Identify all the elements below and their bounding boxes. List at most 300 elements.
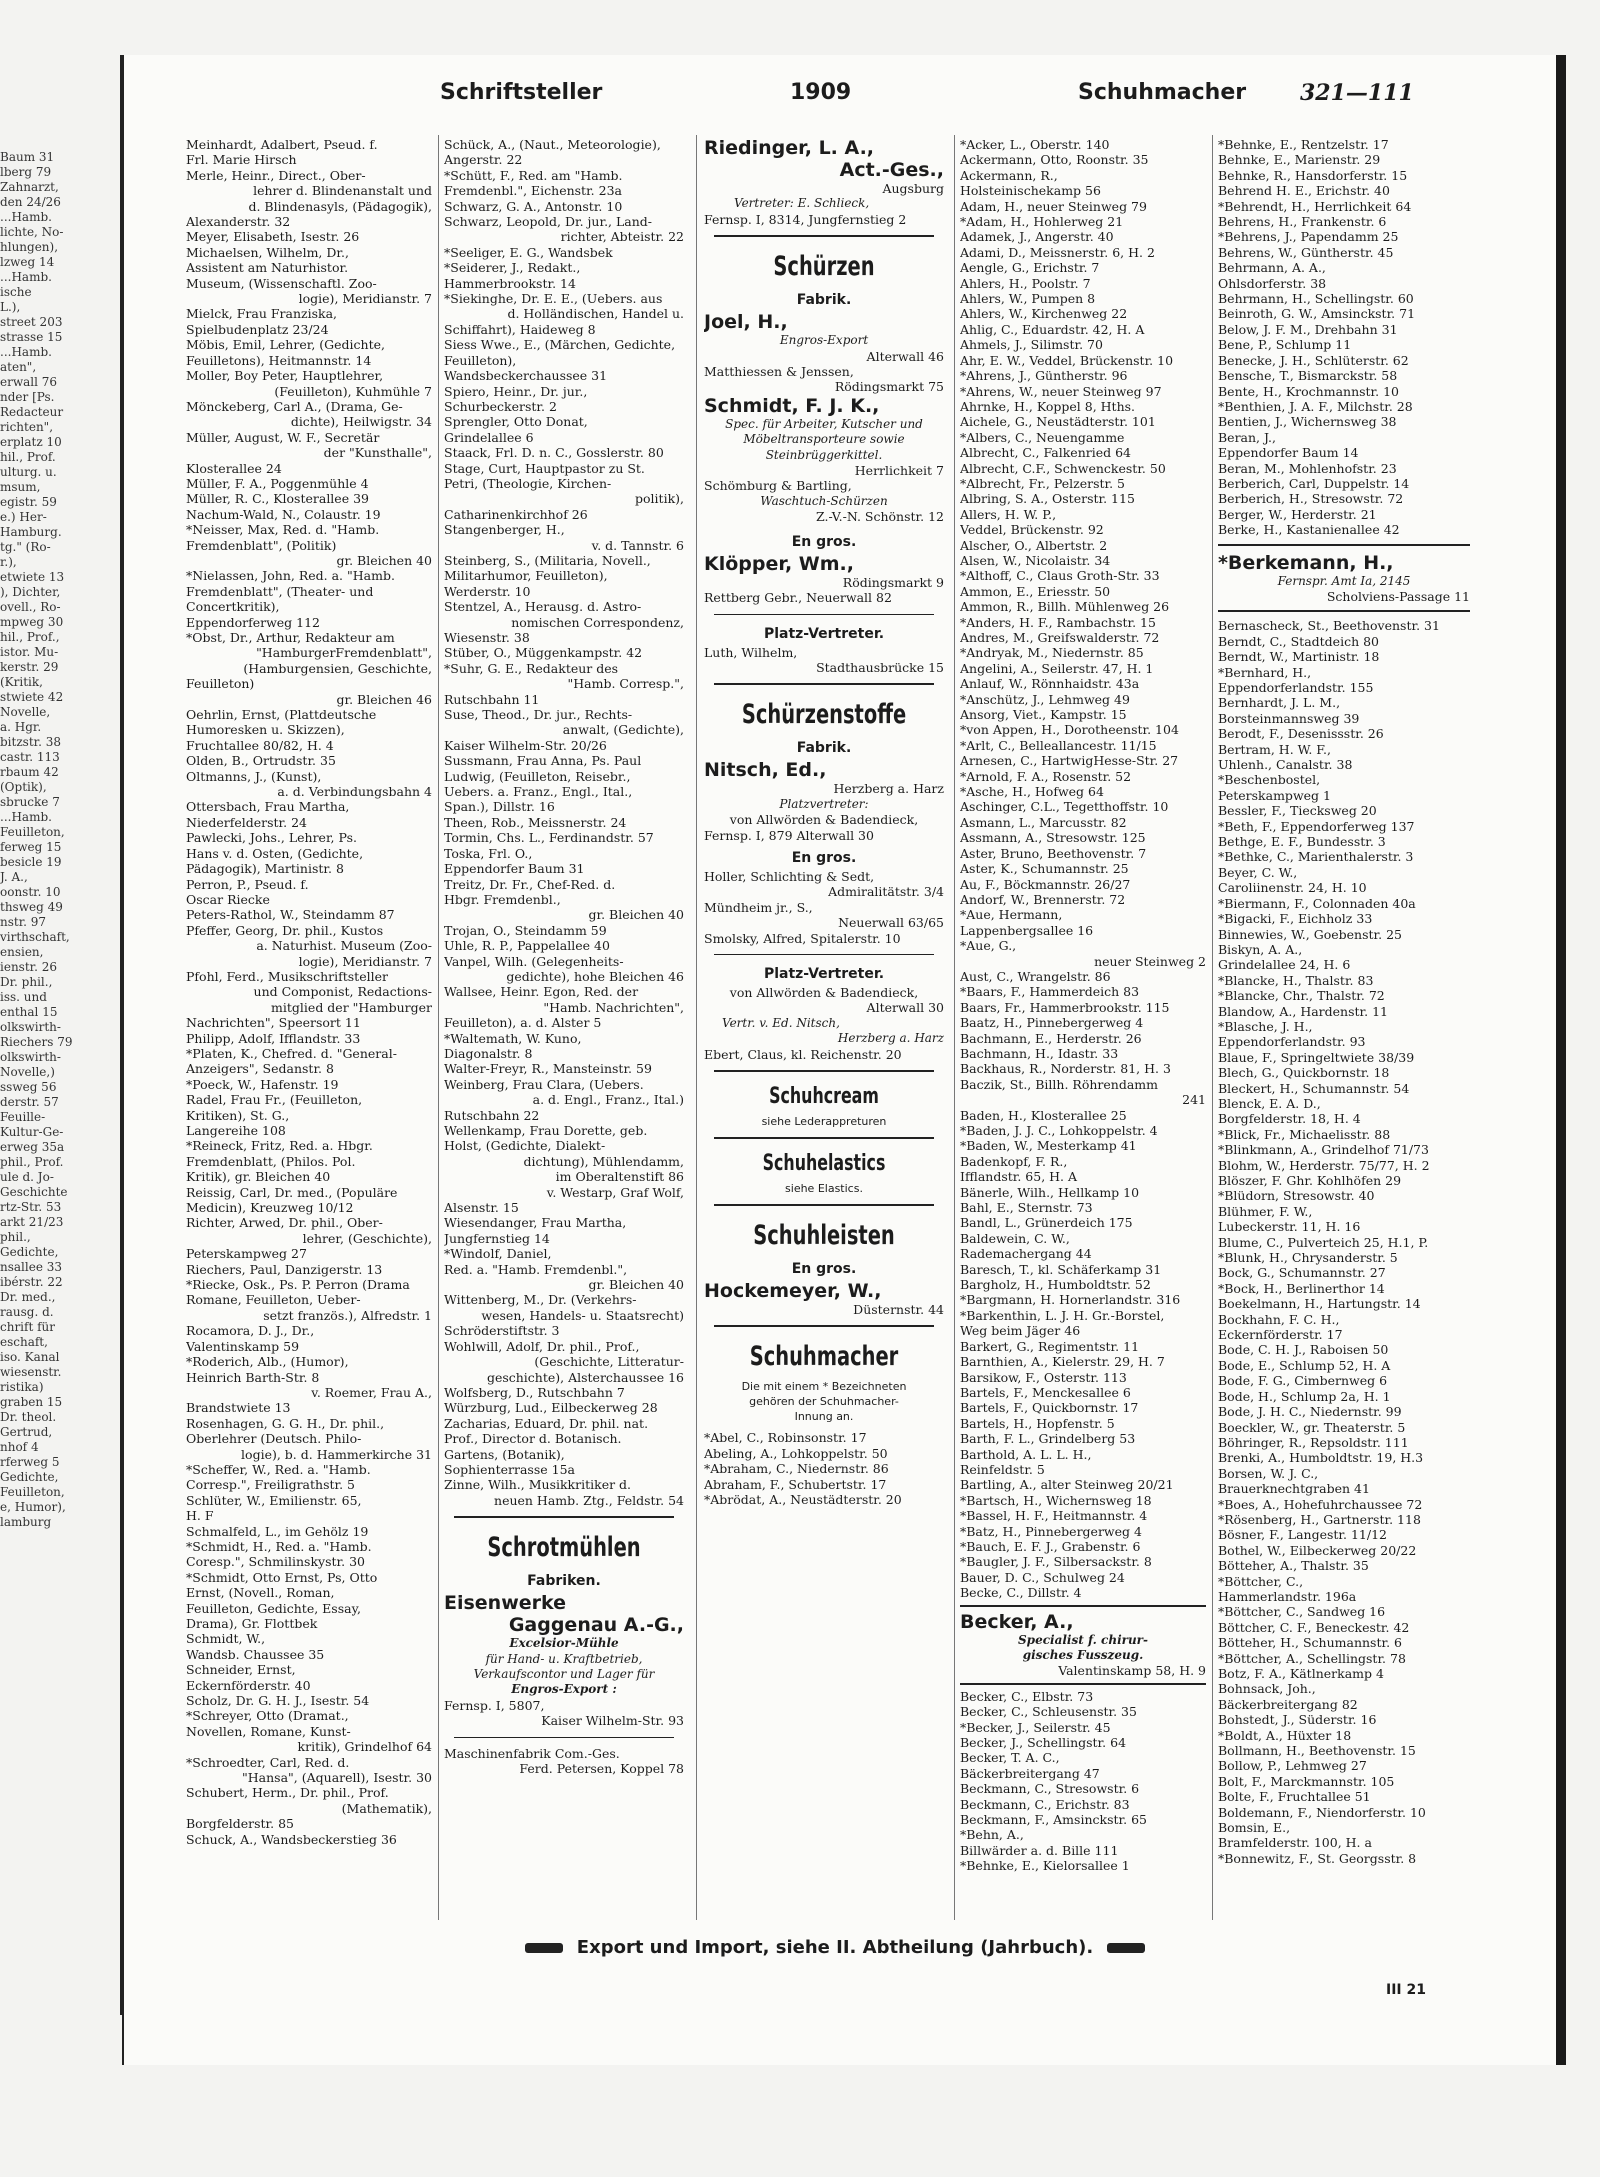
list-item: *Bartsch, H., Wichernsweg 18 <box>960 1492 1152 1508</box>
list-item: Blandow, A., Hardenstr. 11 <box>1218 1003 1388 1019</box>
list-item: Sophienterrasse 15a <box>444 1461 575 1477</box>
list-item: Behnke, E., Marienstr. 29 <box>1218 152 1381 168</box>
section-rule <box>1218 544 1470 546</box>
list-item: d. Holländischen, Handel u. <box>507 306 684 322</box>
pointing-hand-icon <box>525 1943 563 1953</box>
firm-line: Engros-Export <box>779 333 869 348</box>
list-item: Borgfelderstr. 18, H. 4 <box>1218 1111 1361 1127</box>
list-item: Rosenhagen, G. G. H., Dr. phil., <box>186 1415 385 1431</box>
list-item: Bahl, E., Sternstr. 73 <box>960 1200 1093 1216</box>
list-item: Pädagogik), Martinistr. 8 <box>186 861 344 877</box>
list-item: *Waltemath, W. Kuno, <box>444 1030 582 1046</box>
list-item: Ammon, E., Eriesstr. 50 <box>960 583 1111 599</box>
list-item: Langereihe 108 <box>186 1123 286 1138</box>
list-item: tg." (Ro- <box>0 540 51 554</box>
list-item: nder [Ps. <box>0 390 55 404</box>
column-divider <box>438 135 439 1920</box>
list-item: Schmalfeld, L., im Gehölz 19 <box>186 1523 369 1539</box>
list-item: Bohstedt, J., Süderstr. 16 <box>1218 1712 1377 1728</box>
list-item: "HamburgerFremdenblatt", <box>256 645 432 661</box>
list-item: Peterskampweg 27 <box>186 1246 307 1262</box>
list-item: street 203 <box>0 315 63 329</box>
list-item: *Batz, H., Pinnebergerweg 4 <box>960 1523 1142 1539</box>
list-item: Werderstr. 10 <box>444 583 531 599</box>
list-item: Asmann, L., Marcusstr. 82 <box>960 814 1127 830</box>
list-item: Bentien, J., Wichernsweg 38 <box>1218 414 1397 430</box>
list-item: Böttcher, C. F., Beneckestr. 42 <box>1218 1619 1410 1635</box>
list-item: und Componist, Redactions- <box>253 984 432 1000</box>
list-item: castr. 113 <box>0 750 60 764</box>
ad-line: Excelsior-Mühle <box>509 1636 619 1651</box>
firm-line: Platzvertreter: <box>779 796 869 811</box>
list-item: Andorf, W., Brennerstr. 72 <box>960 891 1126 907</box>
section-subtitle: En gros. <box>791 849 857 866</box>
list-item: *Baden, W., Mesterkamp 41 <box>960 1138 1137 1154</box>
list-item: nsallee 33 <box>0 1260 63 1274</box>
list-item: Novelle, <box>0 705 51 719</box>
list-item: Brauerknechtgraben 41 <box>1218 1481 1370 1497</box>
list-item: Eppendorferweg 112 <box>186 614 321 630</box>
firm-address: Scholviens-Passage 11 <box>1326 588 1470 604</box>
list-item: *Anschütz, J., Lehmweg 49 <box>960 691 1130 707</box>
list-item: Bötteher, A., Thalstr. 35 <box>1218 1558 1369 1574</box>
list-item: Schmidt, W., <box>186 1631 266 1647</box>
list-item: Coresp.", Schmilinskystr. 30 <box>186 1554 366 1570</box>
list-item: Span.), Dillstr. 16 <box>444 799 555 815</box>
list-item: richter, Abteistr. 22 <box>560 229 684 245</box>
section-note: Innung an. <box>794 1410 854 1424</box>
list-item: Bollow, P., Lehmweg 27 <box>1218 1758 1367 1774</box>
list-item: Gartens, (Botanik), <box>444 1446 565 1462</box>
list-item: ule d. Jo- <box>0 1170 54 1184</box>
firm-name: *Berkemann, H., <box>1218 551 1394 574</box>
list-item: ...Hamb. <box>0 270 52 284</box>
list-item: *Barkenthin, L. J. H. Gr.-Borstel, <box>960 1307 1165 1323</box>
list-item: Allers, H. W. P., <box>960 506 1057 522</box>
list-item: Rödingsmarkt 75 <box>834 379 944 395</box>
list-item: Gertrud, <box>0 1425 53 1439</box>
list-item: *von Appen, H., Dorotheenstr. 104 <box>960 722 1179 738</box>
list-item: Beckmann, C., Stresowstr. 6 <box>960 1781 1140 1797</box>
firm-address: Valentinskamp 58, H. 9 <box>1058 1663 1206 1679</box>
list-item: Militarhumor, Feuilleton), <box>444 568 608 584</box>
list-item: Ottersbach, Frau Martha, <box>186 799 350 815</box>
list-item: Oltmanns, J., (Kunst), <box>186 768 322 784</box>
list-item: Adami, D., Meissnerstr. 6, H. 2 <box>960 244 1155 260</box>
list-item: Neuerwall 63/65 <box>838 915 944 931</box>
list-item: etwiete 13 <box>0 570 65 584</box>
list-item: Aster, Bruno, Beethovenstr. 7 <box>960 845 1147 861</box>
list-item: Alsenstr. 15 <box>444 1200 519 1216</box>
list-item: hlungen), <box>0 240 59 254</box>
list-item: wiesenstr. <box>0 1365 62 1379</box>
section-rule <box>1218 610 1470 612</box>
list-item: phil., <box>0 1230 31 1244</box>
list-item: Weg beim Jäger 46 <box>960 1323 1081 1339</box>
list-item: Holsteinischekamp 56 <box>960 183 1101 199</box>
firm-name: Joel, H., <box>704 311 788 334</box>
list-item: Wittenberg, M., Dr. (Verkehrs- <box>444 1292 637 1308</box>
section-subtitle: Fabriken. <box>527 1573 601 1590</box>
list-item: e, Humor), <box>0 1500 66 1514</box>
list-item: ibérstr. 22 <box>0 1275 63 1289</box>
list-item: Bode, J. H. C., Niedernstr. 99 <box>1218 1404 1402 1420</box>
list-item: Holst, (Gedichte, Dialekt- <box>444 1138 606 1154</box>
list-item: (Geschichte, Litteratur- <box>534 1354 684 1370</box>
list-item: Blohm, W., Herderstr. 75/77, H. 2 <box>1218 1157 1430 1173</box>
list-item: Wandsbeckerchaussee 31 <box>444 368 608 384</box>
list-item: Bock, G., Schumannstr. 27 <box>1218 1265 1386 1281</box>
list-item: Schurbeckerstr. 2 <box>444 398 557 414</box>
list-item: *Acker, L., Oberstr. 140 <box>960 137 1110 152</box>
list-item: Angelini, A., Seilerstr. 47, H. 1 <box>960 660 1154 676</box>
list-item: Sprengler, Otto Donat, <box>444 414 588 430</box>
list-item: Bolt, F., Marckmannstr. 105 <box>1218 1773 1395 1789</box>
list-item: Arnesen, C., HartwigHesse-Str. 27 <box>960 753 1179 769</box>
list-item: *Ahrens, W., neuer Steinweg 97 <box>960 383 1162 399</box>
list-item: Wandsb. Chaussee 35 <box>186 1646 325 1662</box>
list-item: Bösner, F., Langestr. 11/12 <box>1218 1527 1387 1543</box>
list-item: strasse 15 <box>0 330 63 344</box>
list-item: *Böttcher, C., <box>1218 1573 1304 1589</box>
list-item: Riechers, Paul, Danzigerstr. 13 <box>186 1261 383 1277</box>
list-item: istor. Mu- <box>0 645 59 659</box>
list-item: *Bernhard, H., <box>1218 664 1312 680</box>
list-item: Zahnarzt, <box>0 180 59 194</box>
list-item: Stentzel, A., Herausg. d. Astro- <box>444 599 642 615</box>
section-subtitle: Fabrik. <box>796 292 852 309</box>
list-item: Boeckler, W., gr. Theaterstr. 5 <box>1218 1419 1406 1435</box>
list-item: Steinberg, S., (Militaria, Novell., <box>444 552 651 568</box>
list-item: Moller, Boy Peter, Hauptlehrer, <box>186 368 384 384</box>
list-item: v. Westarp, Graf Wolf, <box>546 1184 684 1200</box>
list-item: ulturg. u. <box>0 465 57 479</box>
list-item: Borsen, W. J. C., <box>1218 1465 1319 1481</box>
list-item: olkswirth- <box>0 1020 61 1034</box>
list-item: Vertr. v. Ed. Nitsch, <box>722 1015 840 1030</box>
list-item: Beran, J., <box>1218 429 1276 445</box>
list-item: Bothel, W., Eilbeckerweg 20/22 <box>1218 1542 1417 1558</box>
cross-reference: siehe Lederappreturen <box>761 1115 887 1128</box>
list-item: *Bonnewitz, F., St. Georgsstr. 8 <box>1218 1850 1417 1866</box>
list-item: Trojan, O., Steindamm 59 <box>444 922 607 938</box>
list-item: Ahmels, J., Silimstr. 70 <box>960 337 1103 353</box>
pointing-hand-icon <box>1107 1943 1145 1953</box>
list-item: ienstr. 26 <box>0 960 57 974</box>
list-item: *Becker, J., Seilerstr. 45 <box>960 1719 1111 1735</box>
list-item: ristika) <box>0 1380 44 1394</box>
list-item: Kritik), gr. Bleichen 40 <box>186 1169 331 1185</box>
list-item: Berger, W., Herderstr. 21 <box>1218 506 1377 522</box>
list-item: Meinhardt, Adalbert, Pseud. f. <box>186 137 378 152</box>
column-3-schuerzen <box>704 137 944 1917</box>
list-item: "Hansa", (Aquarell), Isestr. 30 <box>242 1770 432 1786</box>
list-item: Billwärder a. d. Bille 111 <box>960 1842 1119 1858</box>
list-item: Blaue, F., Springeltwiete 38/39 <box>1218 1049 1415 1065</box>
list-item: Albrecht, C., Falkenried 64 <box>960 445 1132 461</box>
firm-address: Düsternstr. 44 <box>853 1302 944 1317</box>
list-item: Baars, Fr., Hammerbrookstr. 115 <box>960 999 1170 1015</box>
list-item: Aster, K., Schumannstr. 25 <box>960 861 1129 877</box>
list-item: Dr. theol. <box>0 1410 57 1424</box>
list-item: a. d. Engl., Franz., Ital.) <box>532 1092 684 1108</box>
list-item: Admiralitätstr. 3/4 <box>828 884 944 900</box>
footer-cross-reference <box>460 1937 1210 1958</box>
column-divider <box>696 135 697 1920</box>
list-item: lamburg <box>0 1515 52 1529</box>
list-item: aten", <box>0 360 37 374</box>
list-item: "Hamb. Corresp.", <box>567 676 684 692</box>
firm-line: von Allwörden & Badendieck, <box>729 812 919 828</box>
list-item: Schwarz, G. A., Antonstr. 10 <box>444 198 623 214</box>
list-item: Ansorg, Viet., Kampstr. 15 <box>960 707 1127 723</box>
list-item: Bode, H., Schlump 2a, H. 1 <box>1218 1388 1391 1404</box>
list-item: *Böttcher, A., Schellingstr. 78 <box>1218 1650 1406 1666</box>
list-item: Barth, F. L., Grindelberg 53 <box>960 1431 1136 1447</box>
list-item: Hbgr. Fremdenbl., <box>444 891 561 907</box>
list-item: Stüber, O., Müggenkampstr. 42 <box>444 645 643 661</box>
list-item: Bartels, F., Menckesallee 6 <box>960 1384 1131 1400</box>
list-item: Au, F., Böckmannstr. 26/27 <box>960 876 1131 892</box>
list-item: Luth, Wilhelm, <box>704 644 798 660</box>
list-item: Bachmann, E., Herderstr. 26 <box>960 1030 1142 1046</box>
list-item: "Hamb. Nachrichten", <box>543 999 684 1015</box>
list-item: *Blasche, J. H., <box>1218 1018 1313 1034</box>
list-item: Nachrichten", Speersort 11 <box>186 1015 361 1031</box>
list-item: Uhle, R. P., Pappelallee 40 <box>444 938 610 954</box>
list-item: Kultur-Ge- <box>0 1125 64 1139</box>
section-rule <box>454 1516 674 1518</box>
list-item: Boldemann, F., Niendorferstr. 10 <box>1218 1804 1426 1820</box>
list-item: Oehrlin, Ernst, (Plattdeutsche <box>186 707 377 723</box>
cross-reference: siehe Elastics. <box>785 1182 863 1195</box>
list-item: *Baugler, J. F., Silbersackstr. 8 <box>960 1554 1152 1570</box>
list-item: Behrmann, H., Schellingstr. 60 <box>1218 291 1414 307</box>
list-item: Caroliinenstr. 24, H. 10 <box>1218 880 1367 896</box>
list-item: Blume, C., Pulverteich 25, H.1, P. <box>1218 1234 1429 1250</box>
list-item: *Albers, C., Neuengamme <box>960 429 1125 445</box>
list-item: Reinfeldstr. 5 <box>960 1461 1045 1477</box>
column-2-schriftsteller <box>444 137 684 1917</box>
list-item: (Optik), <box>0 780 47 794</box>
list-item: Schück, A., (Naut., Meteorologie), <box>444 137 661 152</box>
list-item: Treitz, Dr. Fr., Chef-Red. d. <box>444 876 616 892</box>
list-item: Wolfsberg, D., Rutschbahn 7 <box>444 1384 625 1400</box>
list-item: Kaiser Wilhelm-Str. 20/26 <box>444 737 607 753</box>
section-title: Schuhcream <box>769 1084 879 1109</box>
list-item: *Anders, H. F., Rambachstr. 15 <box>960 614 1156 630</box>
list-item: Bente, H., Krochmannstr. 10 <box>1218 383 1400 399</box>
column-divider <box>954 135 955 1920</box>
list-item: *Adam, H., Hohlerweg 21 <box>960 214 1124 230</box>
firm-line: Möbeltransporteure sowie <box>743 432 905 447</box>
list-item: Scholz, Dr. G. H. J., Isestr. 54 <box>186 1693 370 1709</box>
list-item: Anzeigers", Sedanstr. 8 <box>186 1061 334 1077</box>
list-item: ische <box>0 285 32 299</box>
section-rule <box>714 1137 934 1139</box>
list-item: Möbis, Emil, Lehrer, (Gedichte, <box>186 337 385 353</box>
list-item: Berberich, H., Stresowstr. 72 <box>1218 491 1404 507</box>
list-item: Gedichte, <box>0 1245 59 1259</box>
list-item: neuen Hamb. Ztg., Feldstr. 54 <box>494 1492 684 1508</box>
list-item: Baresch, T., kl. Schäferkamp 31 <box>960 1261 1162 1277</box>
list-item: enthal 15 <box>0 1005 58 1019</box>
list-item: Berndt, C., Stadtdeich 80 <box>1218 633 1380 649</box>
list-item: Bäckerbreitergang 47 <box>960 1765 1100 1781</box>
firm-name-cont: Act.-Ges., <box>839 159 944 181</box>
list-item: Stangenberger, H., <box>444 522 565 538</box>
list-item: Eckernförderstr. 17 <box>1218 1327 1343 1343</box>
list-item: Michaelsen, Wilhelm, Dr., <box>186 244 349 260</box>
list-item: *Behrendt, H., Herrlichkeit 64 <box>1218 198 1412 214</box>
list-item: Ebert, Claus, kl. Reichenstr. 20 <box>704 1046 902 1062</box>
list-item: Barsikow, F., Osterstr. 113 <box>960 1369 1127 1385</box>
list-item: chrift für <box>0 1320 56 1334</box>
list-item: Museum, (Wissenschaftl. Zoo- <box>186 275 377 291</box>
list-item: Fremdenblatt", (Theater- und <box>186 583 374 599</box>
list-item: Hamburg. <box>0 525 62 539</box>
list-item: Bargholz, H., Humboldtstr. 52 <box>960 1277 1151 1293</box>
list-item: Bachmann, H., Idastr. 33 <box>960 1045 1119 1061</box>
page-edge-shadow <box>1556 55 1566 2065</box>
list-item: Assistent am Naturhistor. <box>186 260 349 276</box>
list-item: Niederfelderstr. 24 <box>186 814 307 830</box>
column-1-schriftsteller <box>186 137 432 1917</box>
list-item: Berodt, F., Desenissstr. 26 <box>1218 726 1384 742</box>
list-item: Oscar Riecke <box>186 891 270 907</box>
list-item: H. F <box>186 1508 214 1524</box>
list-item: *Schreyer, Otto (Dramat., <box>186 1708 349 1724</box>
list-item: Hammerlandstr. 196a <box>1218 1588 1357 1604</box>
list-item: nstr. 97 <box>0 915 47 929</box>
list-item: Reissig, Carl, Dr. med., (Populäre <box>186 1184 398 1200</box>
list-item: *Blüdorn, Stresowstr. 40 <box>1218 1188 1375 1204</box>
list-item: Albrecht, C.F., Schwenckestr. 50 <box>960 460 1166 476</box>
list-item: *Bauch, E. F. J., Grabenstr. 6 <box>960 1538 1141 1554</box>
list-item: Bessler, F., Tiecksweg 20 <box>1218 803 1377 819</box>
list-item: Feuilleton, <box>0 825 65 839</box>
firm-city: Augsburg <box>882 181 944 196</box>
list-item: *Suhr, G. E., Redakteur des <box>444 660 619 676</box>
list-item: Diagonalstr. 8 <box>444 1045 533 1061</box>
list-item: thsweg 49 <box>0 900 63 914</box>
list-item: Ahlers, W., Kirchenweg 22 <box>960 306 1128 322</box>
list-item: Baczik, St., Billh. Röhrendamm <box>960 1076 1158 1092</box>
list-item: gr. Bleichen 40 <box>588 1277 684 1293</box>
section-title: Schuhleisten <box>753 1220 895 1251</box>
list-item: mpweg 30 <box>0 615 64 629</box>
list-item: Beran, M., Mohlenhofstr. 23 <box>1218 460 1397 476</box>
list-item: Bollmann, H., Beethovenstr. 15 <box>1218 1743 1416 1759</box>
list-item: Romane, Feuilleton, Ueber- <box>186 1292 361 1308</box>
list-item: *Albrecht, Fr., Pelzerstr. 5 <box>960 475 1126 491</box>
footer-banner-text: Export und Import, siehe II. Abtheilung (Jahrbuch). <box>576 1937 1094 1958</box>
list-item: *Behn, A., <box>960 1827 1024 1843</box>
list-item: *Behnke, E., Kielorsallee 1 <box>960 1858 1130 1874</box>
list-item: L.), <box>0 300 21 314</box>
list-item: (Kritik, <box>0 675 43 689</box>
firm-address: Alterwall 46 <box>866 348 944 364</box>
list-item: Schuck, A., Wandsbeckerstieg 36 <box>186 1831 397 1847</box>
list-item: Meyer, Elisabeth, Isestr. 26 <box>186 229 360 245</box>
list-item: gedichte), hohe Bleichen 46 <box>506 968 684 984</box>
list-item: Ahrnke, H., Koppel 8, Hths. <box>960 398 1136 414</box>
list-item: erweg 35a <box>0 1140 65 1154</box>
list-item: *Benthien, J. A. F., Milchstr. 28 <box>1218 398 1413 414</box>
list-item: neuer Steinweg 2 <box>1094 953 1206 969</box>
list-item: Blöszer, F. Ghr. Kohlhöfen 29 <box>1218 1173 1402 1188</box>
list-item: Baatz, H., Pinnebergerweg 4 <box>960 1015 1144 1031</box>
list-item: Müller, R. C., Klosterallee 39 <box>186 491 369 507</box>
list-item: Blech, G., Quickbornstr. 18 <box>1218 1065 1390 1081</box>
header-left-keyword: Schriftsteller <box>440 80 603 105</box>
list-item: Baden, H., Klosterallee 25 <box>960 1107 1127 1123</box>
list-item: *Windolf, Daniel, <box>444 1246 552 1262</box>
list-item: *Seiderer, J., Redakt., <box>444 260 581 276</box>
list-item: virthschaft, <box>0 930 70 944</box>
list-item: *Behrens, J., Papendamm 25 <box>1218 229 1399 245</box>
list-item: Boekelmann, H., Hartungstr. 14 <box>1218 1296 1421 1312</box>
list-item: phil., Prof. <box>0 1155 64 1169</box>
firm-line: Fernsp. I, 8314, Jungfernstieg 2 <box>704 211 907 227</box>
list-item: Eppendorferlandstr. 93 <box>1218 1034 1366 1050</box>
list-item: Assmann, A., Stresowstr. 125 <box>960 830 1146 846</box>
list-item: Novellen, Romane, Kunst- <box>186 1723 351 1739</box>
list-item: wesen, Handels- u. Staatsrecht) <box>481 1307 684 1323</box>
list-item: gr. Bleichen 46 <box>336 691 432 707</box>
list-item: Ifflandstr. 65, H. A <box>960 1169 1078 1185</box>
header-right-keyword: Schuhmacher <box>1078 80 1247 105</box>
list-item: Maschinenfabrik Com.-Ges. <box>444 1745 620 1761</box>
section-rule <box>454 1737 674 1738</box>
column-divider <box>1212 135 1213 1920</box>
list-item: Feuille- <box>0 1110 46 1124</box>
list-item: Feuilleton), <box>444 352 517 368</box>
list-item: *Blunk, H., Chrysanderstr. 5 <box>1218 1250 1398 1266</box>
list-item: Bensche, T., Bismarckstr. 58 <box>1218 368 1398 384</box>
list-item: dichte), Heilwigstr. 34 <box>290 414 432 430</box>
firm-name: Riedinger, L. A., <box>704 137 874 159</box>
list-item: *Bassel, H. F., Heitmannstr. 4 <box>960 1508 1148 1524</box>
list-item: dichtung), Mühlendamm, <box>523 1153 684 1169</box>
list-item: derstr. 57 <box>0 1095 59 1109</box>
list-item: *Boes, A., Hohefuhrchaussee 72 <box>1218 1496 1423 1512</box>
list-item: Schlüter, W., Emilienstr. 65, <box>186 1492 362 1508</box>
ad-line: Verkaufscontor und Lager für <box>473 1666 655 1681</box>
list-item: Andres, M., Greifswalderstr. 72 <box>960 630 1160 645</box>
list-item: e.) Her- <box>0 510 47 524</box>
list-item: Peterskampweg 1 <box>1218 787 1331 803</box>
list-item: Suse, Theod., Dr. jur., Rechts- <box>444 707 633 723</box>
list-item: ...Hamb. <box>0 210 52 224</box>
firm-address: Rödingsmarkt 9 <box>842 574 944 590</box>
firm-name: Becker, A., <box>960 1610 1074 1633</box>
list-item: *Roderich, Alb., (Humor), <box>186 1354 349 1370</box>
list-item: Nachum-Wald, N., Colaustr. 19 <box>186 506 381 522</box>
firm-line: Specialist f. chirur- <box>1018 1632 1148 1647</box>
list-item: gr. Bleichen 40 <box>588 907 684 923</box>
list-item: sbrucke 7 <box>0 795 60 809</box>
list-item: Schröderstiftstr. 3 <box>444 1323 560 1339</box>
list-item: *Schmidt, Otto Ernst, Ps, Otto <box>186 1569 378 1585</box>
list-item: *Beth, F., Eppendorferweg 137 <box>1218 818 1415 834</box>
list-item: v. d. Tannstr. 6 <box>591 537 684 553</box>
list-item: (Feuilleton), Kuhmühle 7 <box>274 383 432 399</box>
firm-line: Fernspr. Amt Ia, 2145 <box>1277 573 1411 588</box>
list-item: *Blinkmann, A., Grindelhof 71/73 <box>1218 1142 1429 1158</box>
firm-line: Fernsp. I, 879 Alterwall 30 <box>704 827 874 843</box>
list-item: Z.-V.-N. Schönstr. 12 <box>816 509 944 525</box>
